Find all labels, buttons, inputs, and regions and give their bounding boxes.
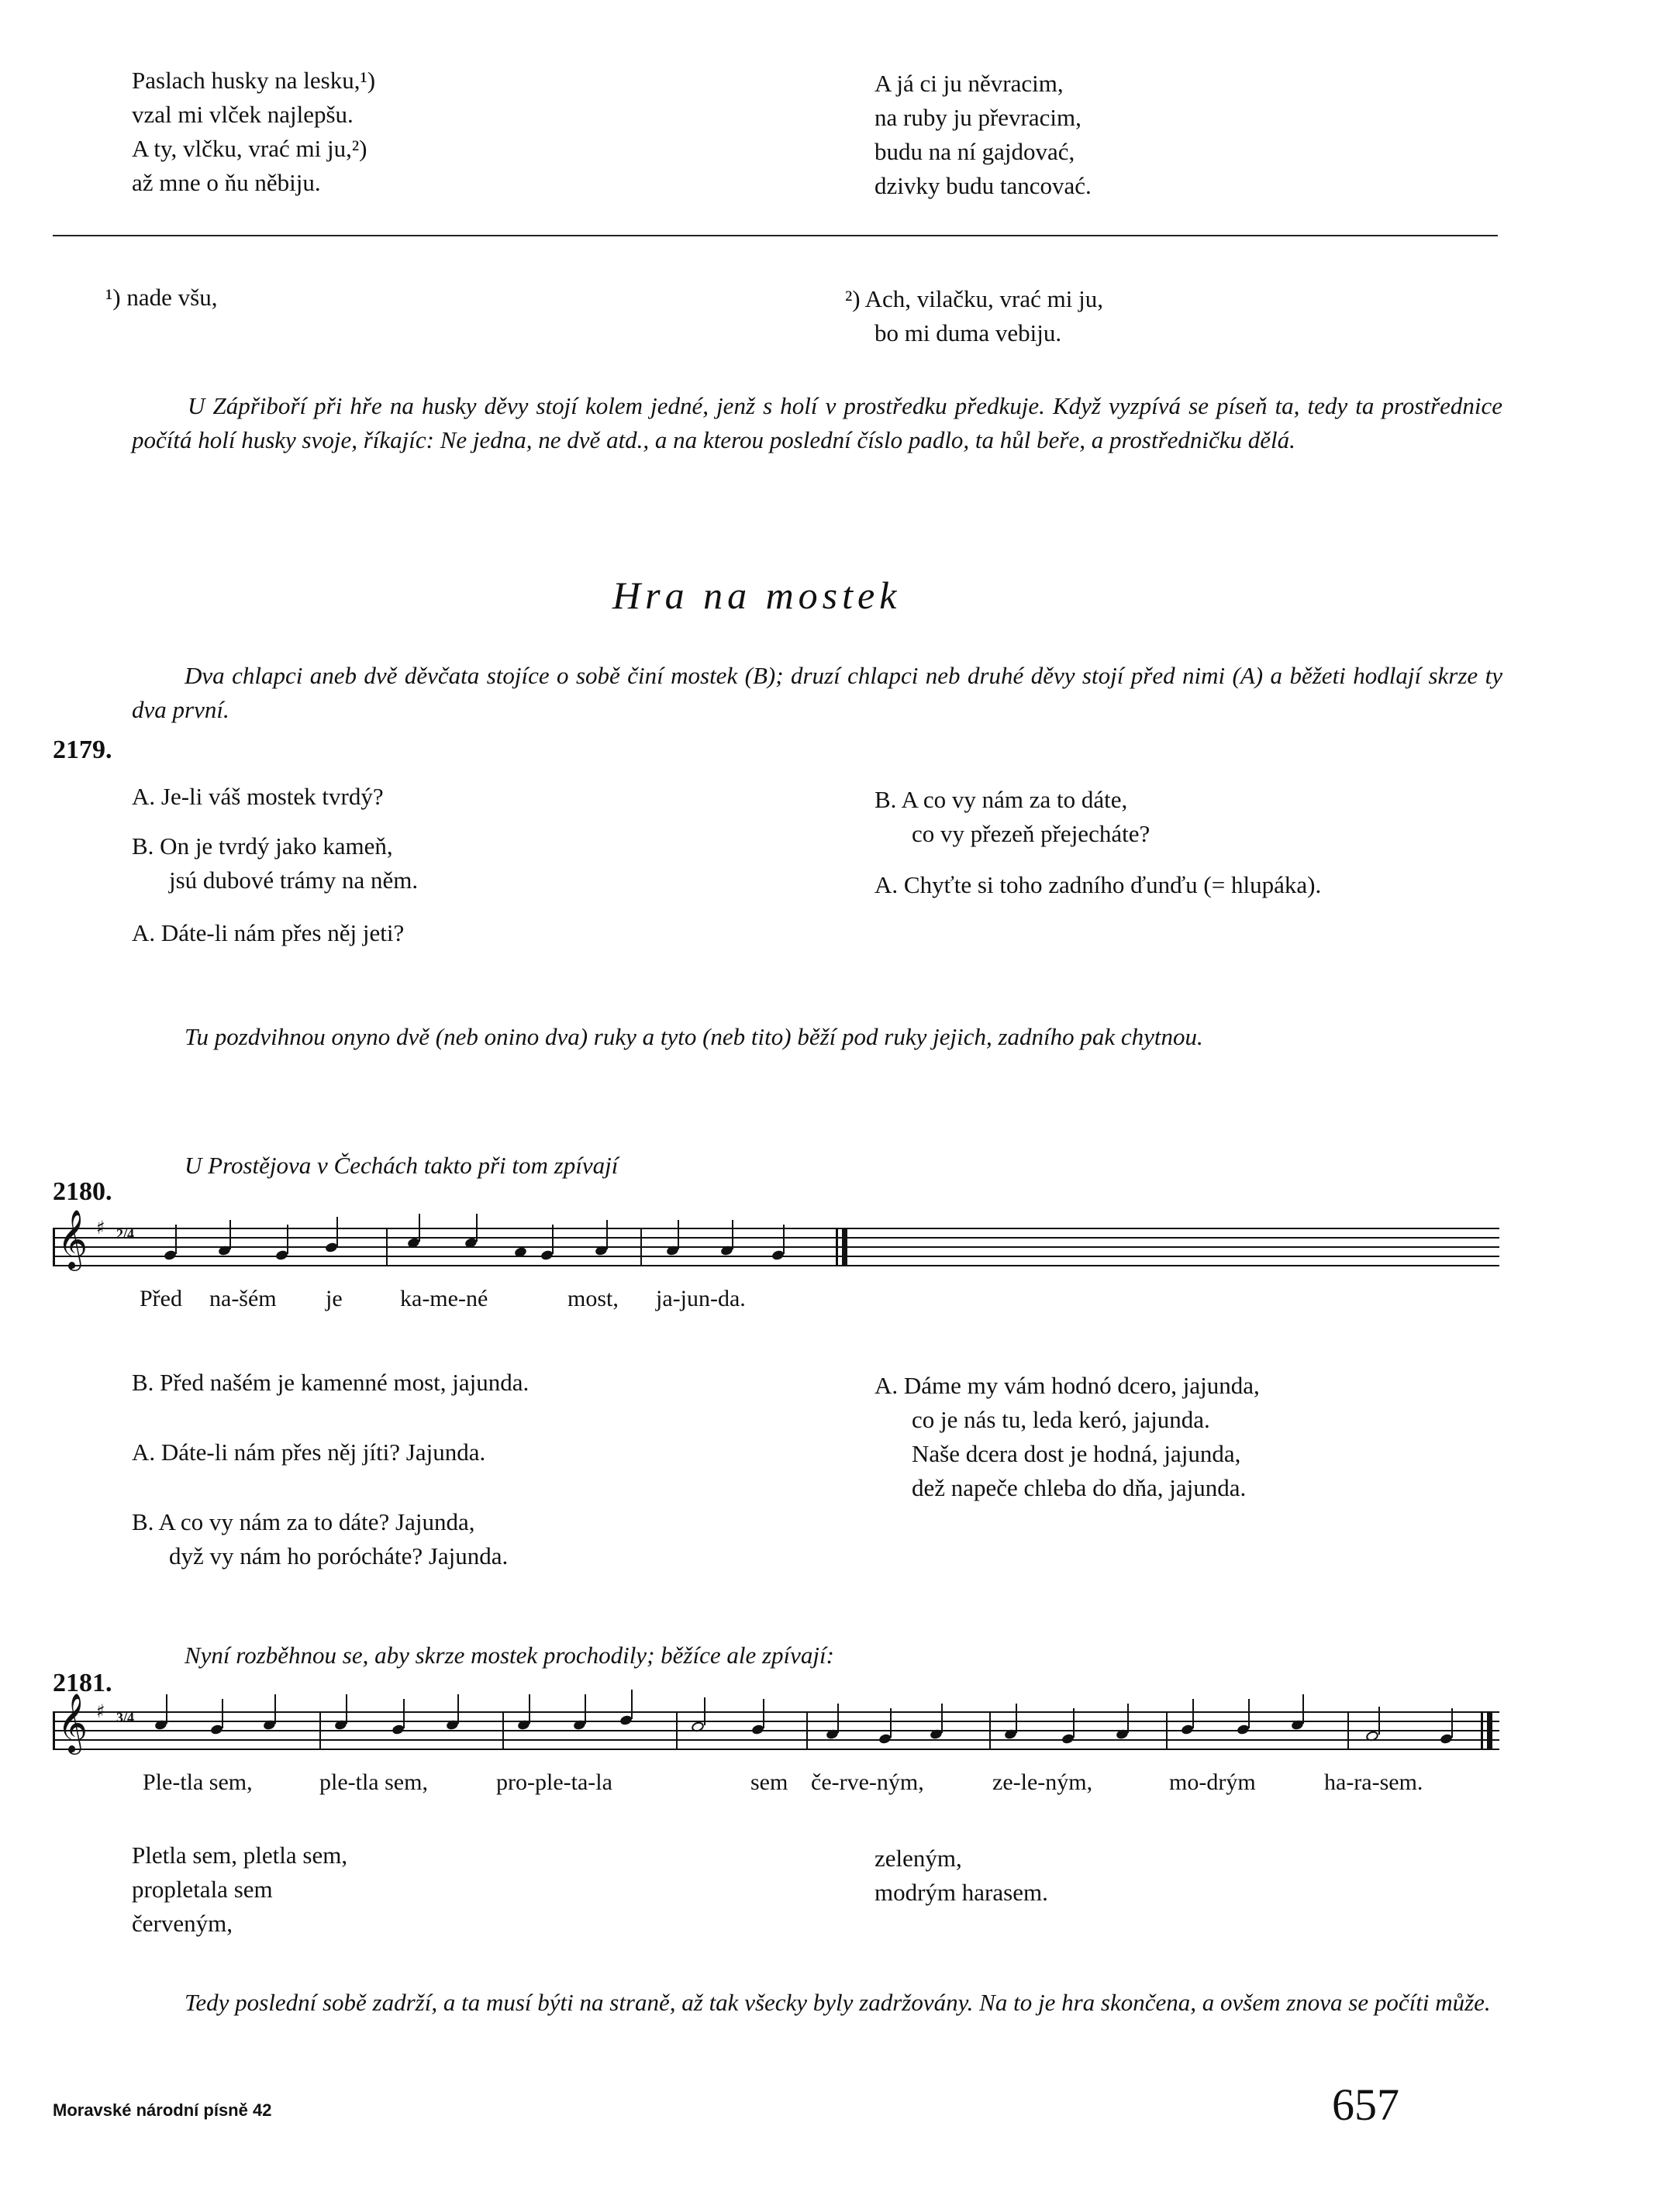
- dialogue-line: co vy přezeň přejecháte?: [912, 820, 1150, 847]
- verse-line: modrým harasem.: [874, 1879, 1048, 1906]
- treble-clef-icon: 𝄞: [57, 1209, 88, 1269]
- verse-line: co je nás tu, leda keró, jajunda.: [912, 1406, 1210, 1433]
- footnote-divider: [53, 235, 1498, 236]
- dialogue-line: B. A co vy nám za to dáte,: [874, 786, 1128, 813]
- treble-clef-icon: 𝄞: [57, 1693, 88, 1752]
- key-signature-sharp-icon: ♯: [96, 1217, 105, 1239]
- footnote-left: [105, 281, 217, 315]
- verse-line: A. Dáme my vám hodnó dcero, jajunda,: [874, 1372, 1260, 1399]
- lyric-syllable: sem: [750, 1769, 788, 1795]
- song-intro: Nyní rozběhnou se, aby skrze mostek prochodily; běžíce ale zpívají:: [185, 1642, 834, 1669]
- verse-line: budu na ní gajdovać,: [874, 138, 1075, 165]
- song-number: 2180.: [53, 1177, 112, 1206]
- time-signature: 2/4: [116, 1226, 135, 1242]
- lyric-syllable: Ple-tla sem,: [143, 1769, 253, 1795]
- verse-line: A. Dáte-li nám přes něj jíti? Jajunda.: [132, 1438, 486, 1466]
- song-number: 2179.: [53, 736, 112, 764]
- lyric-syllable: Před: [140, 1286, 182, 1311]
- song-number: 2181.: [53, 1669, 112, 1697]
- verse-right: [874, 1369, 1260, 1505]
- verse-line: dzivky budu tancovać.: [874, 172, 1092, 199]
- verse-line: až mne o ňu něbiju.: [132, 169, 321, 196]
- dialogue-line: A. Dáte-li nám přes něj jeti?: [132, 919, 405, 946]
- top-poem-right: [874, 67, 1092, 203]
- verse-line: propletala sem: [132, 1876, 273, 1903]
- verse-left: [132, 1838, 347, 1941]
- lyric-syllable: pro-ple-ta-la: [496, 1769, 612, 1795]
- dialogue-line: B. On je tvrdý jako kameň,: [132, 832, 393, 860]
- verse-right: [874, 1842, 1048, 1910]
- footer-book-title: Moravské národní písně 42: [53, 2100, 272, 2120]
- paragraph-husky: U Zápřiboří při hře na husky děvy stojí kolem jedné, jenž s holí v prostředku předkuje. Když vyzpívá se píseň ta, tedy ta prostřednice počítá holí husky svoje, říkajíc: Ne jedna, ne dvě atd., a na kterou poslední číslo padlo, ta hůl beře, a prostředničku dělá.: [132, 392, 1502, 453]
- top-poem-left: [132, 64, 375, 200]
- lyric-syllable: na-šém: [209, 1286, 277, 1311]
- intro-paragraph: Dva chlapci aneb dvě děvčata stojíce o sobě činí mostek (B); druzí chlapci neb druhé děvy stojí před nimi (A) a běžeti hodlají skrze ty dva první.: [132, 662, 1502, 723]
- verse-line: B. Před našém je kamenné most, jajunda.: [132, 1369, 530, 1396]
- lyric-syllable: most,: [567, 1286, 619, 1311]
- verse-line: červeným,: [132, 1910, 233, 1937]
- footnote-line: ²) Ach, vilačku, vrać mi ju,: [845, 285, 1103, 312]
- verse-line: zeleným,: [874, 1845, 962, 1872]
- lyric-syllable: če-rve-ným,: [811, 1769, 924, 1795]
- verse-line: A já ci ju něvracim,: [874, 70, 1064, 97]
- key-signature-sharp-icon: ♯: [96, 1700, 105, 1722]
- lyric-syllable: ha-ra-sem.: [1324, 1769, 1423, 1795]
- verse-line: B. A co vy nám za to dáte? Jajunda,: [132, 1508, 475, 1535]
- verse-line: Pletla sem, pletla sem,: [132, 1842, 348, 1869]
- section-title: Hra na mostek: [612, 574, 902, 617]
- dialogue-left: [132, 780, 418, 950]
- time-signature: 3/4: [116, 1710, 135, 1725]
- footnote-line: ¹) nade všu,: [105, 284, 218, 311]
- verse-left: [132, 1366, 529, 1573]
- lyric-syllable: ze-le-ným,: [992, 1769, 1093, 1795]
- dialogue-line: A. Je-li váš mostek tvrdý?: [132, 783, 384, 810]
- lyric-syllable: mo-drým: [1169, 1769, 1256, 1795]
- lyric-syllable: ja-jun-da.: [656, 1286, 746, 1311]
- dialogue-line: jsú dubové trámy na něm.: [169, 867, 419, 894]
- verse-line: vzal mi vlček najlepšu.: [132, 101, 354, 128]
- paragraph-end: Tedy poslední sobě zadrží, a ta musí býti na straně, až tak všecky byly zadržovány. Na to je hra skončena, a ovšem znova se počíti může.: [185, 1989, 1491, 2016]
- lyric-syllable: je: [326, 1286, 343, 1311]
- song-intro: U Prostějova v Čechách takto při tom zpívají: [185, 1152, 619, 1179]
- footnote-line: bo mi duma vebiju.: [874, 319, 1062, 346]
- verse-line: Naše dcera dost je hodná, jajunda,: [912, 1440, 1241, 1467]
- paragraph-ruky: Tu pozdvihnou onyno dvě (neb onino dva) ruky a tyto (neb tito) běží pod ruky jejich, zadního pak chytnou.: [185, 1023, 1203, 1050]
- verse-line: A ty, vlčku, vrać mi ju,²): [132, 135, 367, 162]
- lyric-syllable: ple-tla sem,: [319, 1769, 428, 1795]
- verse-line: Paslach husky na lesku,¹): [132, 67, 376, 94]
- lyric-syllable: ka-me-né: [400, 1286, 488, 1311]
- footnote-right: [845, 282, 1103, 350]
- dialogue-line: A. Chyťte si toho zadního ďunďu (= hlupáka).: [874, 871, 1322, 898]
- verse-line: dež napeče chleba do dňa, jajunda.: [912, 1474, 1247, 1501]
- dialogue-right: [874, 783, 1321, 902]
- verse-line: na ruby ju převracim,: [874, 104, 1081, 131]
- page-number: 657: [1332, 2079, 1399, 2130]
- verse-line: dyž vy nám ho porócháte? Jajunda.: [169, 1542, 509, 1569]
